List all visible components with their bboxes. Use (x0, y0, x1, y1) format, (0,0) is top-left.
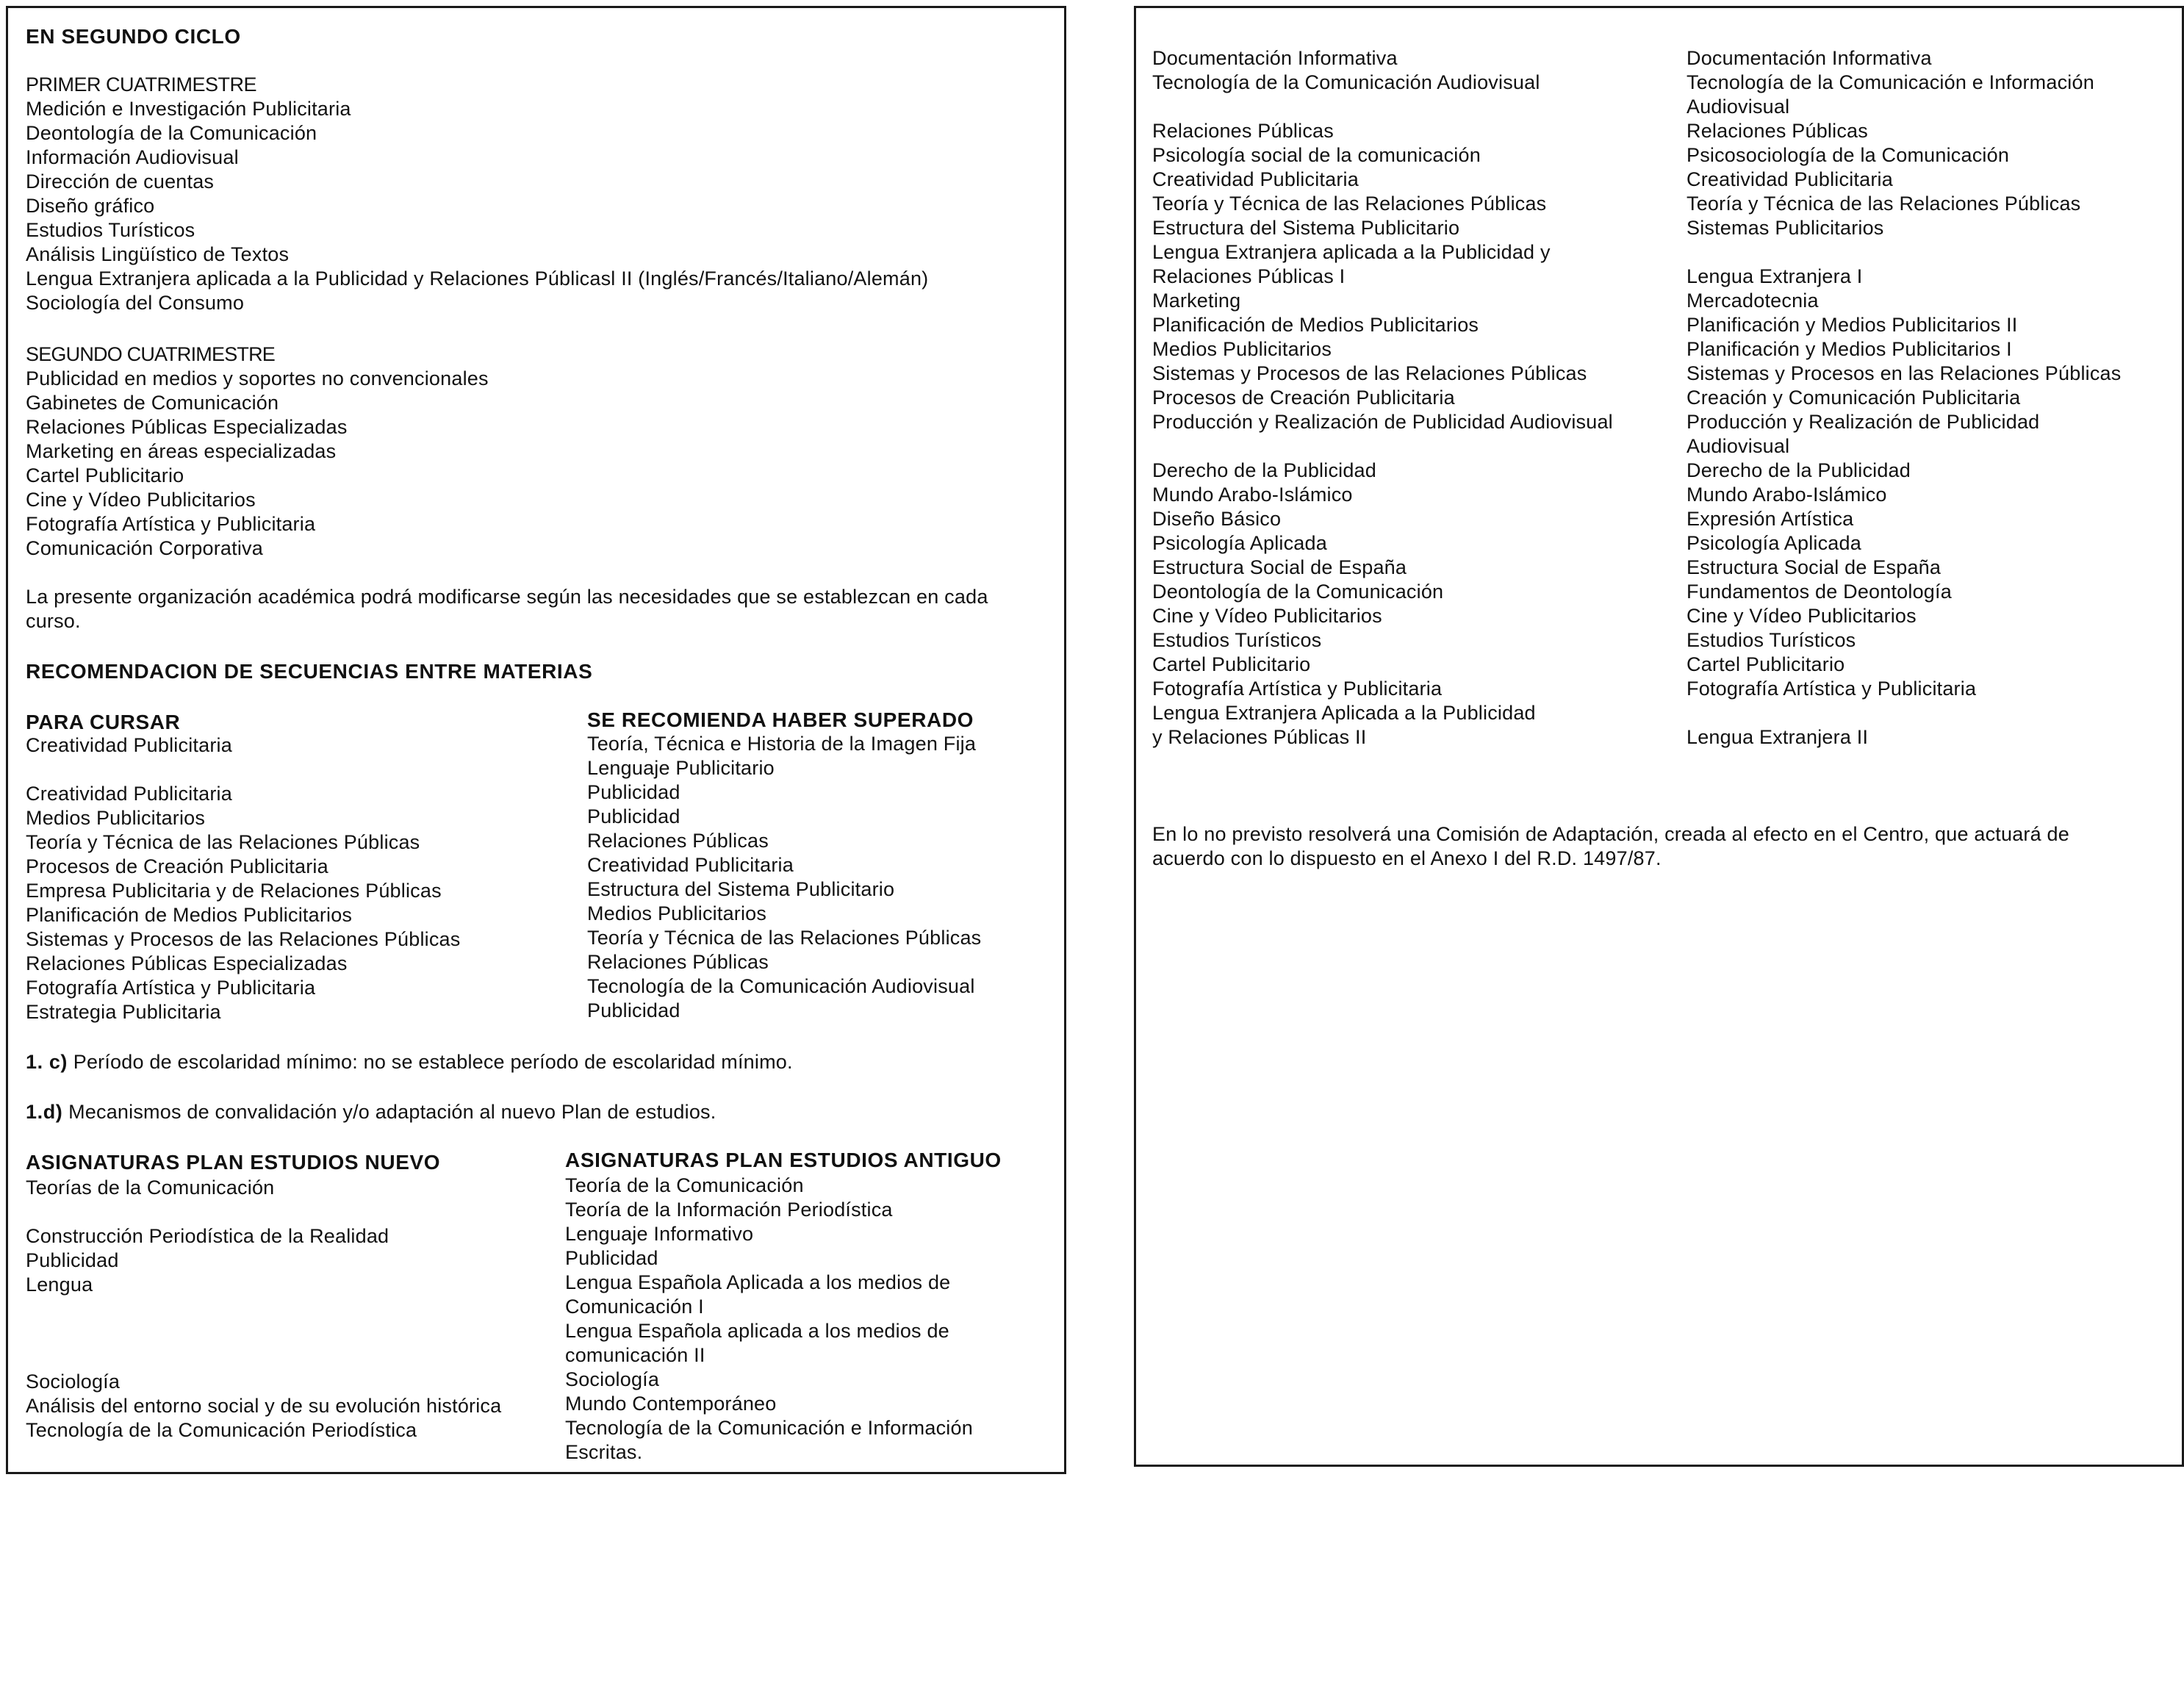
right-new-line: Tecnología de la Comunicación Audiovisual (1152, 71, 1540, 93)
adaptation-old-line: Comunicación I (565, 1296, 704, 1318)
adaptation-old-line: Teoría de la Comunicación (565, 1174, 804, 1196)
right-old-line: Tecnología de la Comunicación e Información (1687, 71, 2094, 93)
right-new-line: Lengua Extranjera Aplicada a la Publicidad (1152, 702, 1536, 724)
adaptation-new-line: Publicidad (26, 1249, 119, 1271)
adaptation-old-line: Lengua Española aplicada a los medios de (565, 1320, 949, 1342)
right-new-line: Fotografía Artística y Publicitaria (1152, 678, 1443, 700)
adaptation-old-line: Sociología (565, 1368, 660, 1390)
item-1c-text: Período de escolaridad mínimo: no se establece período de escolaridad mínimo. (73, 1051, 793, 1073)
second-term-item: Marketing en áreas especializadas (26, 440, 337, 462)
right-new-line: Mundo Arabo-Islámico (1152, 484, 1353, 506)
second-term-item: Cartel Publicitario (26, 464, 184, 486)
recommendation-take-cell: Estrategia Publicitaria (26, 1001, 221, 1023)
right-new-line: Documentación Informativa (1152, 47, 1398, 69)
right-new-line: Psicología Aplicada (1152, 532, 1327, 554)
first-term-item: Análisis Lingüístico de Textos (26, 243, 290, 265)
right-new-line: Cine y Vídeo Publicitarios (1152, 605, 1382, 627)
right-new-line: Medios Publicitarios (1152, 338, 1332, 360)
second-term-item: Gabinetes de Comunicación (26, 392, 279, 414)
recommendation-required-cell: Medios Publicitarios (587, 902, 767, 924)
first-term-item: Diseño gráfico (26, 195, 155, 217)
right-new-line: Estudios Turísticos (1152, 629, 1322, 651)
second-term-item: Cine y Vídeo Publicitarios (26, 489, 256, 511)
right-new-line: Psicología social de la comunicación (1152, 144, 1481, 166)
right-old-line: Fotografía Artística y Publicitaria (1687, 678, 1977, 700)
right-new-line: Derecho de la Publicidad (1152, 459, 1376, 481)
recommendation-required-cell: Lenguaje Publicitario (587, 757, 775, 779)
recommendation-take-cell: Empresa Publicitaria y de Relaciones Públicas (26, 880, 442, 902)
first-term-item: Información Audiovisual (26, 146, 239, 168)
right-new-line: y Relaciones Públicas II (1152, 726, 1367, 748)
adaptation-new-line: Teorías de la Comunicación (26, 1177, 275, 1199)
right-new-line: Deontología de la Comunicación (1152, 581, 1444, 603)
item-1d-text: Mecanismos de convalidación y/o adaptación al nuevo Plan de estudios. (68, 1101, 716, 1123)
right-old-line: Producción y Realización de Publicidad (1687, 411, 2040, 433)
right-old-line: Relaciones Públicas (1687, 120, 1868, 142)
first-term-item: Medición e Investigación Publicitaria (26, 98, 351, 120)
right-old-line: Lengua Extranjera II (1687, 726, 1869, 748)
recommendation-take-cell: Relaciones Públicas Especializadas (26, 952, 348, 974)
recommendation-take-cell: Medios Publicitarios (26, 807, 206, 829)
adaptation-old-line: Tecnología de la Comunicación e Información (565, 1417, 973, 1439)
right-new-line: Sistemas y Procesos de las Relaciones Públicas (1152, 362, 1587, 384)
second-term-item: Relaciones Públicas Especializadas (26, 416, 348, 438)
recommendation-col1-header: PARA CURSAR (26, 711, 181, 733)
right-old-line: Creatividad Publicitaria (1687, 168, 1893, 190)
right-new-line: Producción y Realización de Publicidad Audiovisual (1152, 411, 1613, 433)
adaptation-new-header: ASIGNATURAS PLAN ESTUDIOS NUEVO (26, 1151, 441, 1174)
recommendation-required-cell: Relaciones Públicas (587, 830, 769, 852)
right-new-line: Teoría y Técnica de las Relaciones Públicas (1152, 193, 1547, 215)
recommendation-take-cell: Creatividad Publicitaria (26, 734, 232, 756)
adaptation-new-line: Análisis del entorno social y de su evolución histórica (26, 1395, 502, 1417)
right-page-panel (1134, 6, 2184, 1467)
left-page-panel (6, 6, 1066, 1474)
right-old-line: Mercadotecnia (1687, 290, 1819, 312)
recommendation-take-cell: Sistemas y Procesos de las Relaciones Públicas (26, 928, 461, 950)
first-term-title: PRIMER CUATRIMESTRE (26, 73, 257, 96)
recommendation-required-cell: Publicidad (587, 999, 680, 1021)
right-old-line: Estudios Turísticos (1687, 629, 1856, 651)
adaptation-new-line: Lengua (26, 1274, 93, 1296)
recommendation-take-cell: Creatividad Publicitaria (26, 783, 232, 805)
right-old-line: Lengua Extranjera I (1687, 265, 1863, 287)
cycle-title: EN SEGUNDO CICLO (26, 25, 241, 48)
right-old-line: Planificación y Medios Publicitarios I (1687, 338, 2012, 360)
first-term-item: Sociología del Consumo (26, 292, 245, 314)
second-term-item: Fotografía Artística y Publicitaria (26, 513, 316, 535)
right-new-line: Marketing (1152, 290, 1241, 312)
recommendation-required-cell: Publicidad (587, 805, 680, 827)
right-new-line: Estructura del Sistema Publicitario (1152, 217, 1460, 239)
recommendation-take-cell: Procesos de Creación Publicitaria (26, 855, 328, 877)
recommendation-title: RECOMENDACION DE SECUENCIAS ENTRE MATERIAS (26, 660, 593, 683)
recommendation-required-cell: Creatividad Publicitaria (587, 854, 794, 876)
recommendation-required-cell: Estructura del Sistema Publicitario (587, 878, 895, 900)
right-new-line: Diseño Básico (1152, 508, 1282, 530)
note-line: curso. (26, 610, 81, 632)
recommendation-take-cell: Planificación de Medios Publicitarios (26, 904, 353, 926)
first-term-item: Lengua Extranjera aplicada a la Publicidad y Relaciones Públicasl II (Inglés/Francés/Italiano/Alemán) (26, 267, 929, 290)
right-old-line: Sistemas Publicitarios (1687, 217, 1884, 239)
right-old-line: Audiovisual (1687, 96, 1790, 118)
recommendation-required-cell: Teoría, Técnica e Historia de la Imagen Fija (587, 733, 977, 755)
item-1d-label: 1.d) (26, 1101, 63, 1123)
adaptation-old-line: Escritas. (565, 1441, 643, 1463)
recommendation-take-cell: Fotografía Artística y Publicitaria (26, 977, 316, 999)
right-new-line: Relaciones Públicas (1152, 120, 1334, 142)
right-new-line: Cartel Publicitario (1152, 653, 1311, 675)
item-1d (26, 1100, 716, 1124)
adaptation-old-line: Lenguaje Informativo (565, 1223, 754, 1245)
recommendation-required-cell: Relaciones Públicas (587, 951, 769, 973)
closing-line: acuerdo con lo dispuesto en el Anexo I del R.D. 1497/87. (1152, 847, 1662, 869)
first-term-item: Estudios Turísticos (26, 219, 195, 241)
right-new-line: Procesos de Creación Publicitaria (1152, 387, 1455, 409)
adaptation-old-line: Teoría de la Información Periodística (565, 1199, 893, 1221)
right-old-line: Planificación y Medios Publicitarios II (1687, 314, 2018, 336)
right-new-line: Relaciones Públicas I (1152, 265, 1346, 287)
adaptation-old-line: Mundo Contemporáneo (565, 1393, 777, 1415)
adaptation-old-header: ASIGNATURAS PLAN ESTUDIOS ANTIGUO (565, 1149, 1002, 1171)
right-old-line: Derecho de la Publicidad (1687, 459, 1911, 481)
right-old-line: Audiovisual (1687, 435, 1790, 457)
right-new-line: Estructura Social de España (1152, 556, 1407, 578)
adaptation-old-line: Lengua Española Aplicada a los medios de (565, 1271, 951, 1293)
right-old-line: Fundamentos de Deontología (1687, 581, 1952, 603)
second-term-item: Comunicación Corporativa (26, 537, 263, 559)
right-old-line: Psicosociología de la Comunicación (1687, 144, 2010, 166)
right-old-line: Mundo Arabo-Islámico (1687, 484, 1887, 506)
adaptation-new-line: Construcción Periodística de la Realidad (26, 1225, 389, 1247)
item-1c (26, 1050, 793, 1074)
right-old-line: Teoría y Técnica de las Relaciones Públicas (1687, 193, 2081, 215)
recommendation-required-cell: Tecnología de la Comunicación Audiovisual (587, 975, 975, 997)
first-term-item: Dirección de cuentas (26, 170, 215, 193)
right-old-line: Estructura Social de España (1687, 556, 1941, 578)
closing-line: En lo no previsto resolverá una Comisión de Adaptación, creada al efecto en el Centro, que actuará de (1152, 823, 2069, 845)
right-old-line: Expresión Artística (1687, 508, 1854, 530)
right-new-line: Creatividad Publicitaria (1152, 168, 1359, 190)
right-old-line: Psicología Aplicada (1687, 532, 1861, 554)
recommendation-col2-header: SE RECOMIENDA HABER SUPERADO (587, 708, 974, 731)
second-term-title: SEGUNDO CUATRIMESTRE (26, 343, 276, 365)
adaptation-old-line: comunicación II (565, 1344, 705, 1366)
recommendation-required-cell: Publicidad (587, 781, 680, 803)
right-old-line: Creación y Comunicación Publicitaria (1687, 387, 2021, 409)
right-old-line: Documentación Informativa (1687, 47, 1932, 69)
right-old-line: Sistemas y Procesos en las Relaciones Públicas (1687, 362, 2122, 384)
adaptation-new-line: Sociología (26, 1371, 121, 1393)
note-line: La presente organización académica podrá modificarse según las necesidades que se establezcan en cada (26, 586, 988, 608)
second-term-item: Publicidad en medios y soportes no convencionales (26, 367, 489, 389)
right-old-line: Cartel Publicitario (1687, 653, 1845, 675)
recommendation-required-cell: Teoría y Técnica de las Relaciones Públicas (587, 927, 982, 949)
adaptation-old-line: Publicidad (565, 1247, 658, 1269)
adaptation-new-line: Tecnología de la Comunicación Periodística (26, 1419, 417, 1441)
right-old-line: Cine y Vídeo Publicitarios (1687, 605, 1917, 627)
recommendation-take-cell: Teoría y Técnica de las Relaciones Públicas (26, 831, 420, 853)
first-term-item: Deontología de la Comunicación (26, 122, 317, 144)
item-1c-label: 1. c) (26, 1051, 68, 1073)
right-new-line: Lengua Extranjera aplicada a la Publicidad y (1152, 241, 1551, 263)
right-new-line: Planificación de Medios Publicitarios (1152, 314, 1479, 336)
